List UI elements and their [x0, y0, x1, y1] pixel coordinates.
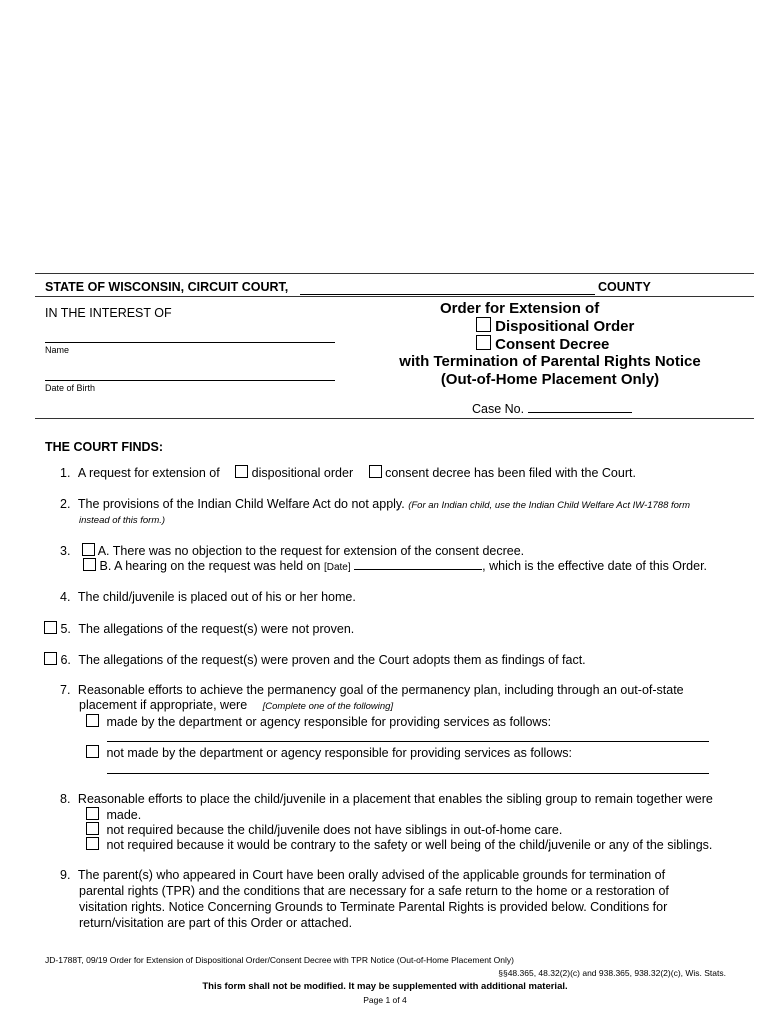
header-bottom-rule [35, 418, 754, 419]
case-number [472, 400, 632, 416]
modification-warning: This form shall not be modified. It may be supplemented with additional material. [202, 981, 568, 992]
finding-9-line4: return/visitation are part of this Order or attached. [79, 916, 353, 930]
efforts-not-made-details-field[interactable] [107, 773, 709, 774]
finding-8-opt3 [86, 837, 712, 852]
finding-3b-text: B. A hearing on the request was held on [99, 559, 321, 573]
efforts-not-made-label: not made by the department or agency responsible for providing services as follows: [106, 746, 573, 760]
order-title-line5: (Out-of-Home Placement Only) [440, 371, 660, 388]
hearing-held-checkbox[interactable] [83, 558, 96, 571]
efforts-made-details-field[interactable] [107, 741, 709, 742]
header-mid-rule [35, 296, 754, 297]
finding-8 [60, 792, 713, 806]
finding-2-note: (For an Indian child, use the Indian Child Welfare Act IW-1788 form [408, 500, 691, 511]
finding-2 [60, 497, 690, 511]
consent-decree-label: Consent Decree [495, 336, 610, 353]
finding-4-number: 4. [60, 590, 71, 604]
finding-5 [44, 621, 354, 636]
efforts-made-checkbox[interactable] [86, 714, 99, 727]
finding-1-option-dispositional: dispositional order [251, 466, 354, 480]
finding-3b-effective-text: , which is the effective date of this Order. [482, 559, 708, 573]
finding-6-text: The allegations of the request(s) were proven and the Court adopts them as findings of fact. [78, 653, 586, 667]
statutes: §§48.365, 48.32(2)(c) and 938.365, 938.32(2)(c), Wis. Stats. [498, 968, 726, 978]
finding-1-option-consent: consent decree has been filed with the Court. [385, 466, 636, 480]
sibling-placement-made-checkbox[interactable] [86, 807, 99, 820]
finding-7-made [86, 714, 551, 729]
no-objection-checkbox[interactable] [82, 543, 95, 556]
county-label: COUNTY [598, 280, 651, 294]
name-label: Name [45, 345, 70, 355]
no-siblings-label: not required because the child/juvenile does not have siblings in out-of-home care. [106, 823, 563, 837]
finding-7-text: Reasonable efforts to achieve the permanency goal of the permanency plan, including through an out-of-state [77, 683, 684, 697]
finding-7-note: [Complete one of the following] [262, 701, 394, 712]
finding-2-text: The provisions of the Indian Child Welfare Act do not apply. [77, 497, 405, 511]
order-title-line4: with Termination of Parental Rights Notice [399, 353, 701, 370]
finding-8-number: 8. [60, 792, 71, 806]
finding-4 [60, 590, 356, 604]
finding-7-line2 [79, 698, 393, 712]
finding-9 [60, 868, 665, 882]
case-no-label: Case No. [472, 402, 525, 416]
court-finds-heading: THE COURT FINDS: [45, 440, 164, 454]
finding-8-opt2 [86, 822, 562, 837]
date-of-birth-label: Date of Birth [45, 383, 96, 393]
page-number: Page 1 of 4 [363, 995, 407, 1005]
finding-9-text: The parent(s) who appeared in Court have been orally advised of the applicable grounds for termination of [77, 868, 666, 882]
finding-3b [83, 558, 707, 573]
dispositional-order-label: Dispositional Order [495, 318, 635, 335]
interest-of-label: IN THE INTEREST OF [45, 306, 172, 320]
finding-9-line3: visitation rights. Notice Concerning Grounds to Terminate Parental Rights is provided below. Conditions for [79, 900, 668, 914]
dispositional-order-checkbox[interactable] [476, 317, 491, 332]
order-title-line1: Order for Extension of [440, 300, 600, 317]
dispositional-order-request-checkbox[interactable] [235, 465, 248, 478]
header-top-rule [35, 273, 754, 274]
consent-decree-checkbox[interactable] [476, 335, 491, 350]
finding-1-text: A request for extension of [77, 466, 220, 480]
finding-9-number: 9. [60, 868, 71, 882]
efforts-not-made-checkbox[interactable] [86, 745, 99, 758]
finding-7-not-made [86, 745, 572, 760]
finding-6-number: 6. [60, 653, 71, 667]
finding-5-number: 5. [60, 622, 71, 636]
finding-2-number: 2. [60, 497, 71, 511]
order-option-consent [476, 335, 609, 353]
child-name-field[interactable] [45, 342, 335, 343]
sibling-placement-made-label: made. [106, 808, 142, 822]
state-court-label: STATE OF WISCONSIN, CIRCUIT COURT, [45, 280, 289, 294]
finding-1-number: 1. [60, 466, 71, 480]
allegations-proven-checkbox[interactable] [44, 652, 57, 665]
form-identifier: JD-1788T, 09/19 Order for Extension of Dispositional Order/Consent Decree with TPR Notice (Out-of-Home Placement Only) [45, 955, 514, 965]
efforts-made-label: made by the department or agency responsible for providing services as follows: [106, 715, 552, 729]
finding-4-text: The child/juvenile is placed out of his or her home. [77, 590, 356, 604]
finding-2-note-cont: instead of this form.) [79, 515, 166, 526]
county-name-field[interactable] [300, 294, 595, 295]
finding-5-text: The allegations of the request(s) were not proven. [78, 622, 355, 636]
finding-1 [60, 465, 636, 480]
finding-7-number: 7. [60, 683, 71, 697]
finding-8-opt1 [86, 807, 141, 822]
contrary-to-safety-checkbox[interactable] [86, 837, 99, 850]
date-of-birth-field[interactable] [45, 380, 335, 381]
order-option-dispositional [476, 317, 634, 335]
finding-3-number: 3. [60, 544, 71, 558]
no-siblings-checkbox[interactable] [86, 822, 99, 835]
allegations-not-proven-checkbox[interactable] [44, 621, 57, 634]
finding-3a-text: A. There was no objection to the request for extension of the consent decree. [97, 544, 525, 558]
finding-3a [60, 543, 524, 558]
finding-7 [60, 683, 684, 697]
case-no-field[interactable] [528, 400, 632, 413]
finding-8-text: Reasonable efforts to place the child/juvenile in a placement that enables the sibling group to remain together were [77, 792, 713, 806]
contrary-to-safety-label: not required because it would be contrary to the safety or well being of the child/juvenile or any of the siblings. [106, 838, 713, 852]
hearing-date-field[interactable] [354, 558, 482, 570]
finding-7-text-cont: placement if appropriate, were [79, 698, 248, 712]
finding-3b-date-label: [Date] [323, 562, 351, 573]
finding-6 [44, 652, 586, 667]
finding-9-line2: parental rights (TPR) and the conditions that are necessary for a safe return to the home or a restoration of [79, 884, 669, 898]
consent-decree-request-checkbox[interactable] [369, 465, 382, 478]
